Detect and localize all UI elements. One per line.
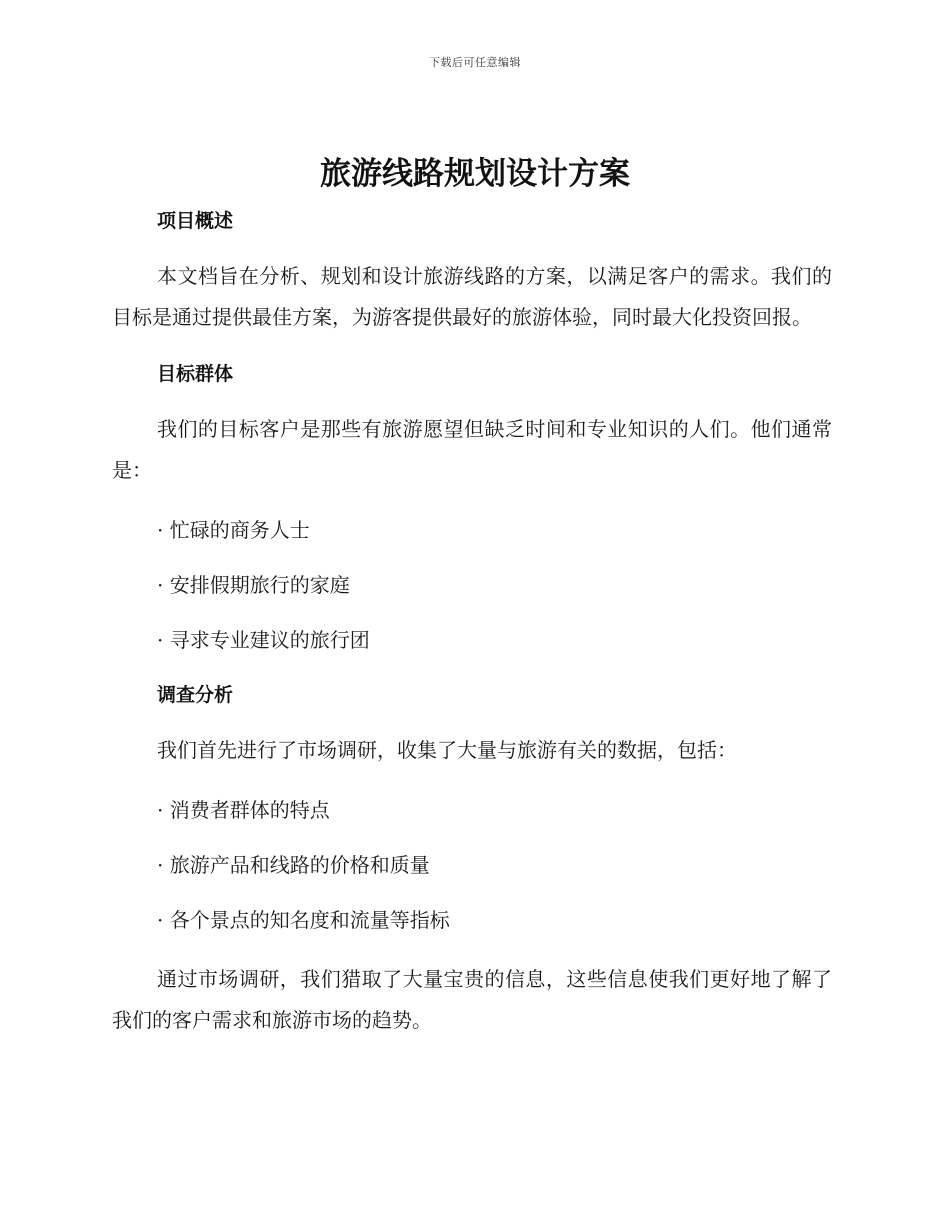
list-item: · 旅游产品和线路的价格和质量 — [157, 853, 430, 877]
list-item: · 安排假期旅行的家庭 — [157, 573, 350, 597]
overview-paragraph: 本文档旨在分析、规划和设计旅游线路的方案，以满足客户的需求。我们的目标是通过提供最佳方案，为游客提供最好的旅游体验，同时最大化投资回报。 — [112, 264, 832, 329]
section-heading-target-group: 目标群体 — [157, 363, 234, 385]
section-heading-survey-analysis: 调查分析 — [157, 684, 234, 706]
section-heading-overview: 项目概述 — [157, 210, 234, 232]
list-item: · 忙碌的商务人士 — [157, 518, 310, 542]
list-item: · 各个景点的知名度和流量等指标 — [157, 908, 450, 932]
list-item: · 消费者群体的特点 — [157, 798, 330, 822]
document-title: 旅游线路规划设计方案 — [320, 156, 630, 192]
target-group-paragraph: 我们的目标客户是那些有旅游愿望但缺乏时间和专业知识的人们。他们通常是： — [112, 417, 832, 482]
page-header-note: 下载后可任意编辑 — [429, 56, 521, 69]
list-item: · 寻求专业建议的旅行团 — [157, 628, 370, 652]
survey-paragraph: 我们首先进行了市场调研，收集了大量与旅游有关的数据，包括： — [157, 738, 737, 762]
document-body — [112, 207, 832, 1041]
survey-closing-paragraph: 通过市场调研，我们猎取了大量宝贵的信息，这些信息使我们更好地了解了我们的客户需求和旅游市场的趋势。 — [112, 967, 832, 1032]
